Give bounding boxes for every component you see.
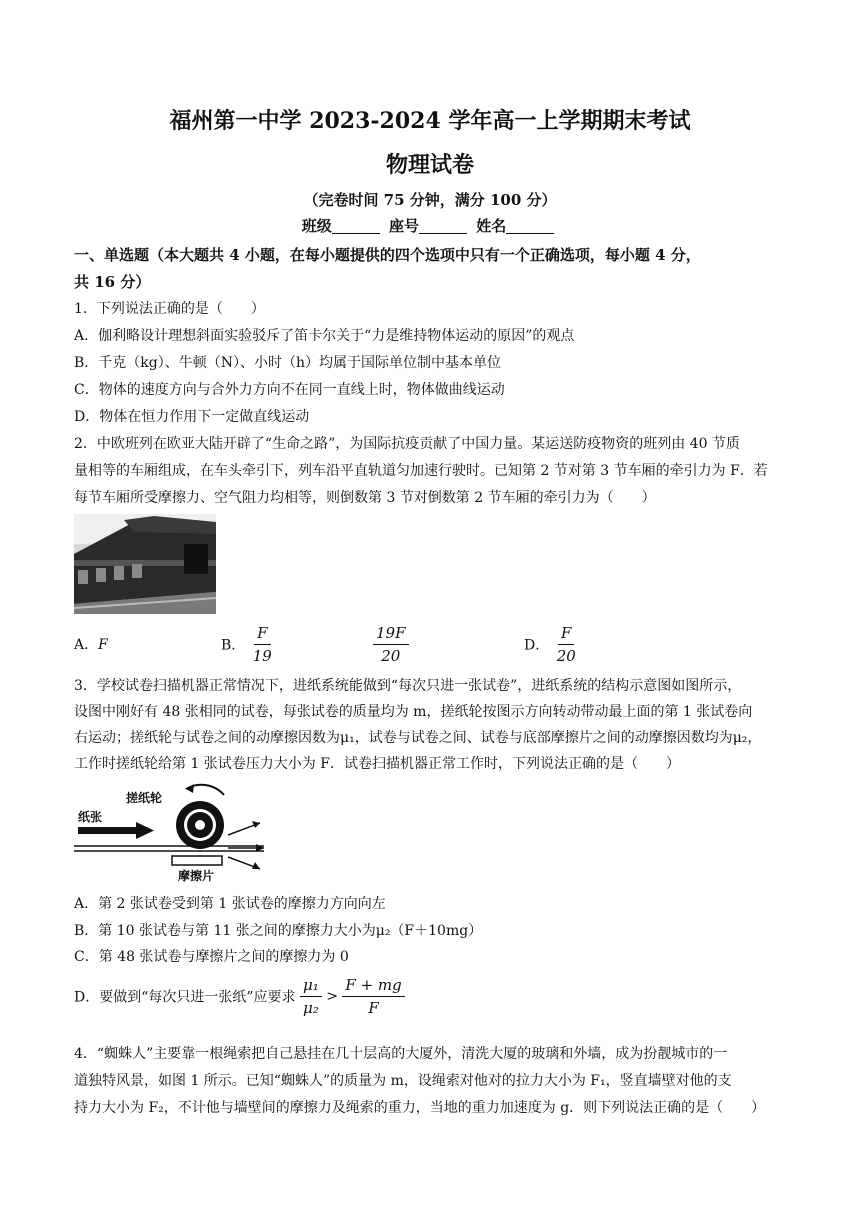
q1-stem: 1．下列说法正确的是（ ）	[74, 301, 265, 317]
q3-line2: 设图中刚好有 48 张相同的试卷，每张试卷的质量均为 m，搓纸轮按图示方向转动带动最上面的第 1 张试卷向	[74, 704, 753, 720]
q4-line3: 持力大小为 F₂，不计他与墙壁间的摩擦力及绳索的重力，当地的重力加速度为 g．则下列说法正确的是（ ）	[74, 1100, 766, 1116]
section-heading-line2: 共 16 分）	[74, 273, 151, 291]
q2-option-b: B． $\frac{F}{19}$	[221, 624, 275, 665]
q2-option-b-fraction: $\frac{F}{19}$	[252, 624, 272, 665]
section-heading-line1: 一、单选题（本大题共 4 小题，在每小题提供的四个选项中只有一个正确选项，每小题 4 分，	[74, 246, 701, 264]
subject-title: 物理试卷	[385, 152, 474, 178]
q3-option-d-fraction-force: $\frac{F + mg}{F}$	[342, 976, 404, 1017]
class-label: 班级	[301, 217, 332, 235]
q2-option-d: D． $\frac{F}{20}$	[524, 624, 579, 665]
roller-label: 搓纸轮	[126, 791, 163, 805]
q2-line2: 量相等的车厢组成，在车头牵引下，列车沿平直轨道匀加速行驶时。已知第 2 节对第 3 节车厢的牵引力为 F．若	[74, 463, 768, 479]
q3-line3: 右运动；搓纸轮与试卷之间的动摩擦因数为μ₁，试卷与试卷之间、试卷与底部摩擦片之间的动摩擦因数均为μ₂，	[74, 730, 762, 746]
pad-label: 摩擦片	[178, 869, 215, 883]
q1-option-b: B．千克（kg）、牛顿（N）、小时（h）均属于国际单位制中基本单位	[74, 355, 501, 371]
q3-line4: 工作时搓纸轮给第 1 张试卷压力大小为 F．试卷扫描机器正常工作时，下列说法正确的是（ ）	[74, 756, 680, 772]
q2-option-c	[373, 624, 409, 665]
name-label: 姓名	[476, 217, 507, 235]
q2-line3: 每节车厢所受摩擦力、空气阻力均相等，则倒数第 3 节对倒数第 2 节车厢的牵引力为（ ）	[74, 490, 656, 506]
q3-option-b: B．第 10 张试卷与第 11 张之间的摩擦力大小为μ₂（F＋10mg）	[74, 923, 483, 939]
q3-option-d: D．要做到“每次只进一张纸”应要求 $\frac{\text{μ₁}}{\text{μ₂}}$ > $\frac{F + mg}{F}$	[74, 976, 405, 1017]
q2-line1: 2．中欧班列在欧亚大陆开辟了“生命之路”，为国际抗疫贡献了中国力量。某运送防疫物资的班列由 40 节质	[74, 436, 740, 452]
name-blank	[506, 219, 554, 234]
q3-line1: 3．学校试卷扫描机器正常情况下，进纸系统能做到“每次只进一张试卷”，进纸系统的结构示意图如图所示，	[74, 678, 742, 694]
q4-line1: 4．“蜘蛛人”主要靠一根绳索把自己悬挂在几十层高的大厦外，清洗大厦的玻璃和外墙，成为扮靓城市的一	[74, 1046, 728, 1062]
q3-option-a: A．第 2 张试卷受到第 1 张试卷的摩擦力方向向左	[74, 896, 386, 912]
paper-feed-diagram	[74, 775, 274, 885]
q2-option-a-value: F	[98, 637, 108, 653]
q1-option-a: A．伽利略设计理想斜面实验驳斥了笛卡尔关于“力是维持物体运动的原因”的观点	[74, 328, 575, 344]
q1-option-c: C．物体的速度方向与合外力方向不在同一直线上时，物体做曲线运动	[74, 382, 505, 398]
student-info-line	[0, 215, 860, 236]
train-photo	[74, 514, 216, 614]
q2-option-d-fraction: $\frac{F}{20}$	[556, 624, 576, 665]
q3-option-c: C．第 48 张试卷与摩擦片之间的摩擦力为 0	[74, 949, 349, 965]
seat-label: 座号	[388, 217, 419, 235]
exam-title: 福州第一中学 2023-2024 学年高一上学期期末考试	[169, 108, 691, 134]
q4-line2: 道独特风景，如图 1 所示。已知“蜘蛛人”的质量为 m，设绳索对他对的拉力大小为 F₁，竖直墙壁对他的支	[74, 1073, 732, 1089]
q1-option-d: D．物体在恒力作用下一定做直线运动	[74, 409, 310, 425]
q2-option-c-fraction: $\frac{19F}{20}$	[373, 624, 409, 665]
q2-option-a: A．F	[74, 637, 108, 653]
paper-label: 纸张	[78, 810, 103, 824]
q3-option-d-fraction-mu: $\frac{\text{μ₁}}{\text{μ₂}}$	[300, 976, 322, 1017]
time-info: （完卷时间 75 分钟，满分 100 分）	[303, 191, 557, 209]
seat-blank	[419, 219, 467, 234]
class-blank	[332, 219, 380, 234]
